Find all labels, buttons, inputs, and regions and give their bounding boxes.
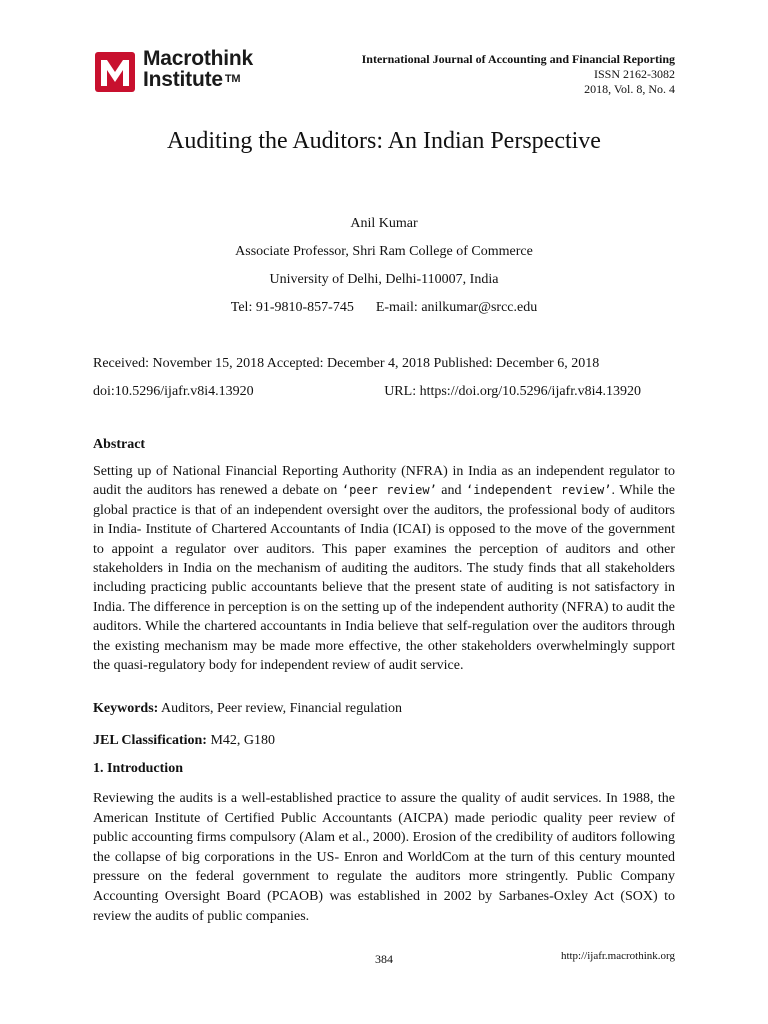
doi-url[interactable]: URL: https://doi.org/10.5296/ijafr.v8i4.13920: [384, 384, 641, 399]
journal-volume: 2018, Vol. 8, No. 4: [584, 82, 675, 96]
introduction-heading: 1. Introduction: [93, 761, 183, 776]
abstract-text-2: and: [436, 483, 466, 499]
paper-title: Auditing the Auditors: An Indian Perspective: [167, 128, 601, 154]
abstract-term-independent-review: ‘independent review’: [465, 483, 612, 498]
author-name: Anil Kumar: [350, 216, 418, 231]
journal-name: International Journal of Accounting and Financial Reporting: [361, 52, 675, 66]
jel-classification: [93, 733, 675, 749]
author-affiliation: University of Delhi, Delhi-110007, India: [269, 272, 499, 287]
jel-value: M42, G180: [206, 733, 276, 748]
logo-line2: Institute: [143, 68, 223, 91]
doi-row: [93, 378, 641, 406]
introduction-body: [93, 789, 675, 926]
abstract-text-3: . While the global practice is that of an independent oversight over the auditors, the professional body of auditors in India- Institute of Chartered Accountants of India (ICAI) is opposed to the move of the government to appoint a regulator over auditors. This paper examines the perception of auditors and other stakeholders in India on the mechanism of auditing the auditors. The study finds that all stakeholders including practicing public accountants believe that the present state of auditing is not satisfactory in India. The difference in perception is on the setting up of the independent authority (NFRA) to audit the auditors. While the chartered accountants in India believe that self-regulation over the auditors through the existing mechanism may be made more effective, the other stakeholders overwhelmingly support the quasi-regulatory body for independent review of audit service.: [93, 483, 675, 674]
author-position: Associate Professor, Shri Ram College of Commerce: [235, 244, 533, 259]
author-block: [0, 210, 768, 322]
doi[interactable]: doi:10.5296/ijafr.v8i4.13920: [93, 384, 254, 399]
logo-line1: Macrothink: [143, 47, 254, 70]
author-tel: Tel: 91-9810-857-745: [230, 300, 354, 315]
author-contact: [0, 294, 768, 322]
abstract-body: [93, 462, 675, 675]
keywords-value: Auditors, Peer review, Financial regulation: [158, 701, 402, 716]
abstract-term-peer-review: ‘peer review’: [341, 483, 437, 498]
footer-url[interactable]: http://ijafr.macrothink.org: [560, 950, 675, 962]
logo-wordmark: [143, 48, 253, 90]
keywords-label: Keywords:: [93, 701, 159, 716]
logo-trademark: TM: [224, 73, 241, 85]
abstract-text-1: Setting up of National Financial Reporting Authority (NFRA) in India as an independent regulator to audit the auditors has renewed a debate on: [93, 464, 675, 499]
author-email: E-mail: anilkumar@srcc.edu: [375, 300, 538, 315]
journal-issn: ISSN 2162-3082: [593, 67, 675, 81]
journal-info: [362, 52, 675, 97]
dates-line: Received: November 15, 2018 Accepted: December 4, 2018 Published: December 6, 2018: [93, 356, 600, 371]
introduction-paragraph: Reviewing the audits is a well-established practice to assure the quality of audit services. In 1988, the American Institute of Certified Public Accountants (AICPA) made periodic quality peer review of public accounting firms compulsory (Alam et al., 2000). Erosion of the credibility of auditors following the collapse of big corporations in the US- Enron and WorldCom at the turn of this century mounted pressure on the federal government to regulate the auditors more stringently. Public Company Accounting Oversight Board (PCAOB) was established in 2002 by Sarbanes-Oxley Act (SOX) to review the audits of public companies.: [93, 791, 675, 924]
publisher-logo: [93, 48, 293, 98]
keywords: [93, 701, 675, 717]
macrothink-logo-icon: [93, 50, 137, 94]
publication-dates: [93, 350, 673, 406]
jel-label: JEL Classification:: [93, 733, 207, 748]
abstract-heading: Abstract: [93, 437, 146, 452]
page-number: 384: [375, 952, 393, 966]
